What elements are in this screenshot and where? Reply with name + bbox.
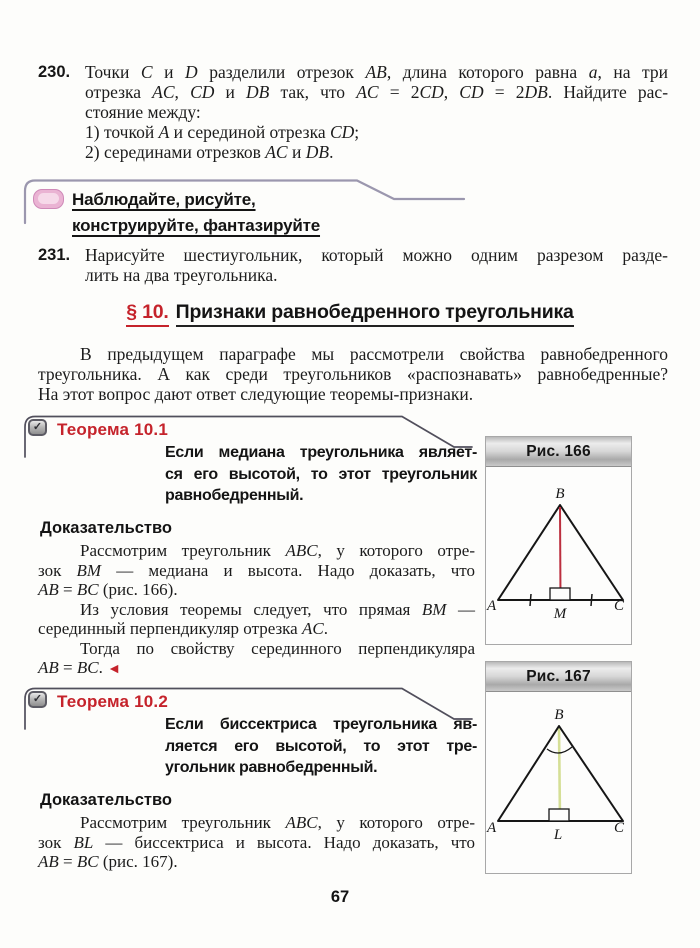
proof-line: AB = BC (рис. 166). bbox=[38, 580, 178, 599]
vertex-label-c: C bbox=[614, 598, 625, 614]
figure-167-title: Рис. 167 bbox=[486, 662, 631, 692]
vertex-label-b: B bbox=[555, 486, 565, 502]
point-label-m: M bbox=[553, 606, 567, 622]
problem-230-line: Точки C и D разделили отрезок AB, длина которого равна a, на три bbox=[85, 62, 669, 82]
statement-line: угольник равнобедренный. bbox=[165, 759, 378, 776]
proof-line-text: AB = BC. bbox=[38, 658, 103, 677]
statement-line: Если медиана треугольника являет- bbox=[165, 444, 477, 461]
figure-167 bbox=[485, 661, 632, 874]
section-heading bbox=[0, 301, 700, 324]
bisector-line bbox=[559, 728, 560, 820]
figure-166-diagram bbox=[486, 467, 631, 644]
problem-230-line: отрезка AC, CD и DB так, что AC = 2CD, CD = 2DB. Найдите рас- bbox=[85, 82, 669, 102]
proof-heading: Доказательство bbox=[40, 791, 172, 809]
section-title: Признаки равнобедренного треугольника bbox=[176, 301, 574, 327]
intro-paragraph bbox=[38, 344, 668, 404]
proof-line: Из условия теоремы следует, что прямая BM — bbox=[80, 599, 475, 619]
pink-pill-highlight bbox=[38, 193, 59, 204]
intro-line: треугольника. А как среди треугольников «распознавать» равнобедренные? bbox=[38, 364, 668, 384]
theorem-10-2-proof bbox=[38, 813, 475, 872]
rubric-title-line: конструируйте, фантазируйте bbox=[72, 216, 321, 235]
figure-166 bbox=[485, 436, 632, 645]
statement-line: равнобедренный. bbox=[165, 487, 304, 504]
theorem-10-1-proof bbox=[38, 541, 475, 680]
vertex-label-b: B bbox=[554, 707, 564, 723]
proof-line: зок BM — медиана и высота. Надо доказать, что bbox=[38, 560, 475, 580]
proof-line: Рассмотрим треугольник ABC, у которого отре- bbox=[80, 813, 475, 832]
checkmark-icon: ✓ bbox=[28, 691, 47, 708]
checkmark-icon: ✓ bbox=[28, 419, 47, 436]
theorem-10-1-statement bbox=[165, 442, 477, 507]
pink-pill-icon bbox=[33, 189, 64, 209]
problem-230-number: 230. bbox=[38, 63, 71, 81]
proof-line: зок BL — биссектриса и высота. Надо доказать, что bbox=[38, 832, 476, 852]
proof-end-marker: ◄ bbox=[107, 662, 121, 677]
proof-line bbox=[38, 658, 475, 680]
vertex-label-c: C bbox=[614, 820, 625, 836]
theorem-10-2-statement bbox=[165, 714, 477, 779]
theorem-10-2-label: Теорема 10.2 bbox=[57, 692, 169, 711]
section-number: § 10. bbox=[126, 301, 168, 327]
proof-heading: Доказательство bbox=[40, 519, 172, 537]
theorem-10-1-label: Теорема 10.1 bbox=[57, 420, 169, 439]
statement-line: ляется его высотой, то этот тре- bbox=[165, 737, 477, 755]
problem-230 bbox=[38, 62, 668, 162]
proof-line: серединный перпендикуляр отрезка AC. bbox=[38, 619, 328, 638]
statement-line: ся его высотой, то этот треугольник bbox=[165, 465, 477, 483]
proof-line: AB = BC (рис. 167). bbox=[38, 852, 178, 871]
median-line bbox=[560, 507, 561, 599]
statement-line: Если биссектриса треугольника яв- bbox=[165, 716, 477, 733]
tick-mark bbox=[530, 594, 531, 606]
intro-line: На этот вопрос дают ответ следующие теоремы-признаки. bbox=[38, 384, 474, 404]
figure-167-diagram bbox=[486, 692, 631, 873]
figure-166-title: Рис. 166 bbox=[486, 437, 631, 467]
problem-230-line: стояние между: bbox=[85, 102, 201, 122]
tick-mark bbox=[591, 594, 592, 606]
rubric-banner-title bbox=[72, 187, 320, 239]
vertex-label-a: A bbox=[487, 820, 497, 836]
problem-231-number: 231. bbox=[38, 246, 71, 264]
point-label-l: L bbox=[553, 827, 563, 843]
proof-line: Рассмотрим треугольник ABC, у которого отре- bbox=[80, 541, 475, 560]
problem-230-item: 2) серединами отрезков AC и DB. bbox=[85, 142, 334, 162]
problem-231-line: лить на два треугольника. bbox=[85, 265, 278, 285]
right-angle-mark bbox=[549, 809, 569, 821]
problem-231-line: Нарисуйте шестиугольник, который можно одним разрезом разде- bbox=[85, 245, 668, 265]
rubric-title-line: Наблюдайте, рисуйте, bbox=[72, 190, 256, 209]
vertex-label-a: A bbox=[487, 598, 497, 614]
intro-line: В предыдущем параграфе мы рассмотрели свойства равнобедренного bbox=[80, 344, 668, 364]
proof-line: Тогда по свойству серединного перпендикуляра bbox=[80, 638, 475, 658]
right-angle-mark bbox=[550, 588, 570, 600]
page-number: 67 bbox=[330, 888, 350, 906]
problem-231 bbox=[38, 245, 668, 285]
problem-230-item: 1) точкой A и серединой отрезка CD; bbox=[85, 122, 360, 142]
